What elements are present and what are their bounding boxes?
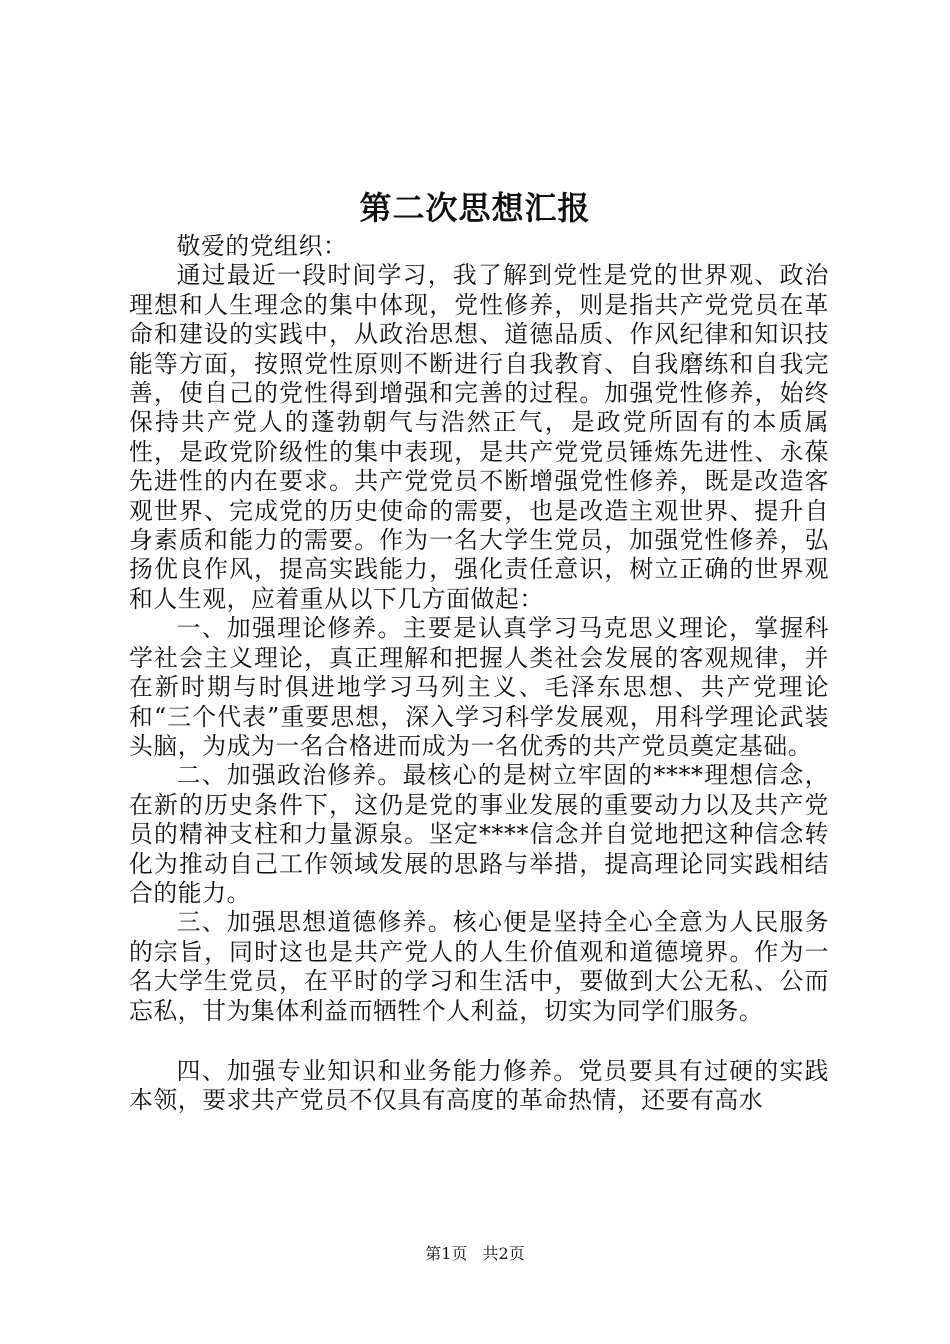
paragraph-spacer <box>129 1026 829 1057</box>
paragraph-professional: 四、加强专业知识和业务能力修养。党员要具有过硬的实践本领，要求共产党员不仅具有高度的革命热情，还要有高水 <box>129 1056 829 1115</box>
paragraph-morality: 三、加强思想道德修养。核心便是坚持全心全意为人民服务的宗旨，同时这也是共产党人的人生价值观和道德境界。作为一名大学生党员，在平时的学习和生活中，要做到大公无私、公而忘私，甘为集体利益而牺牲个人利益，切实为同学们服务。 <box>129 908 829 1025</box>
page-total: 共2页 <box>482 1244 525 1263</box>
paragraph-intro: 通过最近一段时间学习，我了解到党性是党的世界观、政治理想和人生理念的集中体现，党性修养，则是指共产党党员在革命和建设的实践中，从政治思想、道德品质、作风纪律和知识技能等方面，按照党性原则不断进行自我教育、自我磨练和自我完善，使自己的党性得到增强和完善的过程。加强党性修养，始终保持共产党人的蓬勃朝气与浩然正气，是政党所固有的本质属性，是政党阶级性的集中表现，是共产党党员锤炼先进性、永葆先进性的内在要求。共产党党员不断增强党性修养，既是改造客观世界、完成党的历史使命的需要，也是改造主观世界、提升自身素质和能力的需要。作为一名大学生党员，加强党性修养，弘扬优良作风，提高实践能力，强化责任意识，树立正确的世界观和人生观，应着重从以下几方面做起： <box>129 261 829 613</box>
paragraph-theory: 一、加强理论修养。主要是认真学习马克思义理论，掌握科学社会主义理论，真正理解和把握人类社会发展的客观规律，并在新时期与时俱进地学习马列主义、毛泽东思想、共产党理论和“三个代表”重要思想，深入学习科学发展观，用科学理论武装头脑，为成为一名合格进而成为一名优秀的共产党员奠定基础。 <box>129 614 829 760</box>
salutation: 敬爱的党组织： <box>176 232 348 260</box>
page-number: 第1页 <box>425 1244 468 1263</box>
document-body <box>129 232 829 1116</box>
paragraph-politics: 二、加强政治修养。最核心的是树立牢固的****理想信念，在新的历史条件下，这仍是党的事业发展的重要动力以及共产党员的精神支柱和力量源泉。坚定****信念并自觉地把这种信念转化为推动自己工作领域发展的思路与举措，提高理论同实践相结合的能力。 <box>129 761 829 907</box>
document-title: 第二次思想汇报 <box>359 189 591 227</box>
page-footer <box>0 1244 950 1264</box>
